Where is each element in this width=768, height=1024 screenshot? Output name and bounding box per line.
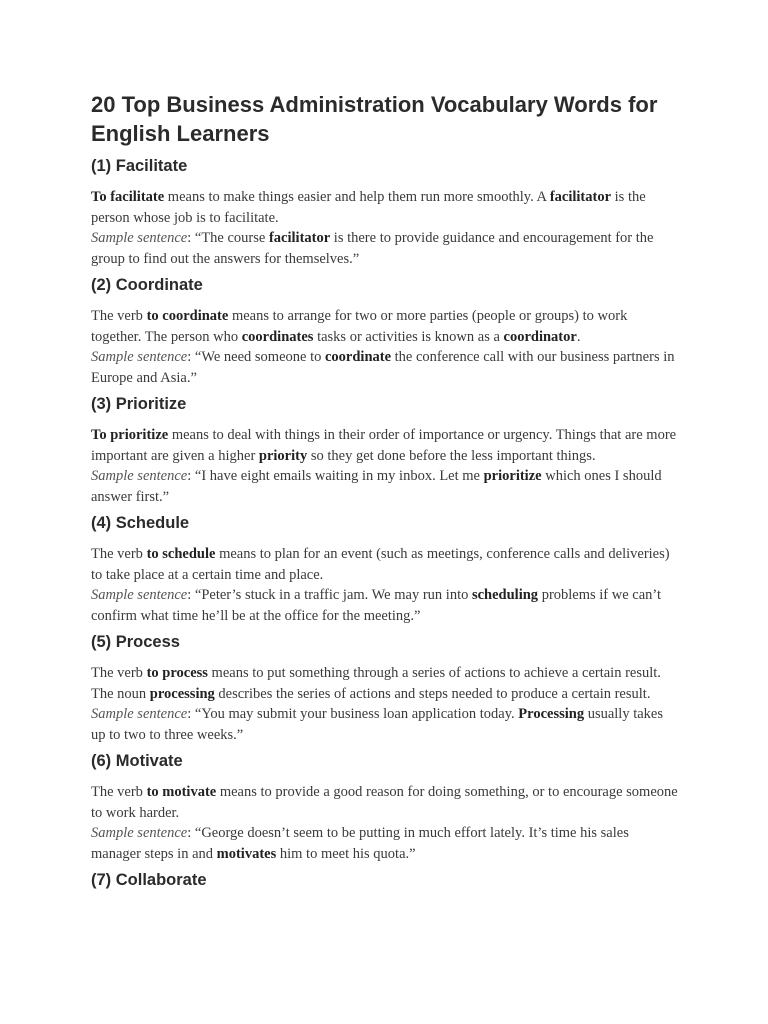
section-heading: (5) Process bbox=[91, 633, 180, 651]
vocab-section bbox=[91, 749, 768, 864]
vocab-section bbox=[91, 273, 768, 388]
sample-label: Sample sentence bbox=[91, 468, 188, 484]
sample-sentence bbox=[91, 704, 681, 745]
vocab-term: prioritize bbox=[483, 468, 542, 484]
text-run: : “We need someone to bbox=[187, 349, 325, 365]
page-title: 20 Top Business Administration Vocabulary Words for English Learners bbox=[91, 92, 658, 146]
text-run: means to provide a good reason for doing something, or to encourage someone to work harder. bbox=[91, 784, 678, 821]
vocab-term: processing bbox=[149, 685, 215, 702]
definition-paragraph bbox=[91, 187, 681, 228]
text-run: . bbox=[576, 328, 581, 345]
definition-paragraph bbox=[91, 782, 681, 823]
vocab-term: coordinator bbox=[503, 328, 577, 345]
vocab-term: to schedule bbox=[146, 546, 216, 562]
text-run: The verb bbox=[91, 784, 147, 800]
vocab-term: scheduling bbox=[471, 587, 539, 603]
text-run: : “You may submit your business loan application today. bbox=[187, 706, 519, 722]
vocab-term: to coordinate bbox=[146, 308, 229, 324]
vocab-section bbox=[91, 511, 768, 626]
text-run: usually takes up to two to three weeks.” bbox=[91, 706, 664, 743]
sample-label: Sample sentence bbox=[91, 349, 188, 365]
vocab-term: priority bbox=[258, 447, 308, 464]
text-run: problems if we can’t confirm what time he’ll be at the office for the meeting.” bbox=[91, 587, 662, 624]
section-heading: (3) Prioritize bbox=[91, 395, 187, 413]
vocab-term: coordinates bbox=[241, 328, 314, 345]
sample-sentence bbox=[91, 585, 681, 626]
section-heading: (2) Coordinate bbox=[91, 276, 203, 294]
vocab-term: Processing bbox=[518, 706, 585, 722]
sample-label: Sample sentence bbox=[91, 587, 188, 603]
vocab-section bbox=[91, 154, 768, 269]
vocab-term: facilitator bbox=[268, 230, 331, 246]
sample-label: Sample sentence bbox=[91, 706, 188, 722]
text-run: means to make things easier and help them run more smoothly. A bbox=[164, 189, 550, 205]
vocab-section bbox=[91, 868, 768, 892]
text-run: means to put something through a series of actions to achieve a certain result. The noun bbox=[91, 665, 661, 702]
definition-paragraph bbox=[91, 663, 681, 704]
section-heading: (1) Facilitate bbox=[91, 157, 188, 175]
vocab-section bbox=[91, 392, 768, 507]
section-heading: (7) Collaborate bbox=[91, 871, 207, 889]
sample-sentence bbox=[91, 347, 681, 388]
text-run: The verb bbox=[91, 665, 147, 681]
vocab-term: coordinate bbox=[324, 349, 392, 365]
text-run: The verb bbox=[91, 546, 147, 562]
vocab-section bbox=[91, 630, 768, 745]
text-run: : “Peter’s stuck in a traffic jam. We may run into bbox=[187, 587, 472, 603]
text-run: which ones I should answer first.” bbox=[91, 468, 662, 505]
text-run: : “I have eight emails waiting in my inbox. Let me bbox=[187, 468, 484, 484]
text-run: so they get done before the less important things. bbox=[307, 447, 596, 464]
text-run: means to arrange for two or more parties (people or groups) to work together. The person who bbox=[91, 308, 628, 345]
section-heading: (6) Motivate bbox=[91, 752, 183, 770]
vocab-term: facilitator bbox=[549, 189, 612, 205]
text-run: : “George doesn’t seem to be putting in much effort lately. It’s time his sales manager steps in and bbox=[91, 825, 629, 862]
text-run: tasks or activities is known as a bbox=[313, 328, 504, 345]
text-run: him to meet his quota.” bbox=[276, 845, 416, 862]
text-run: is there to provide guidance and encouragement for the group to find out the answers for themselves.” bbox=[91, 230, 654, 267]
text-run: the conference call with our business partners in Europe and Asia.” bbox=[91, 349, 675, 386]
section-heading: (4) Schedule bbox=[91, 514, 190, 532]
sample-sentence bbox=[91, 466, 681, 507]
vocab-term: to process bbox=[146, 665, 208, 681]
definition-paragraph bbox=[91, 306, 681, 347]
definition-paragraph bbox=[91, 544, 681, 585]
vocab-term: to motivate bbox=[146, 784, 217, 800]
text-run: The verb bbox=[91, 308, 147, 324]
vocab-term: motivates bbox=[216, 845, 277, 862]
vocabulary-list bbox=[91, 154, 768, 892]
text-run: means to deal with things in their order of importance or urgency. Things that are more important are given a higher bbox=[91, 427, 677, 464]
sample-label: Sample sentence bbox=[91, 825, 188, 841]
text-run: describes the series of actions and steps needed to produce a certain result. bbox=[214, 685, 651, 702]
text-run: is the person whose job is to facilitate. bbox=[91, 189, 646, 226]
text-run: : “The course bbox=[187, 230, 269, 246]
text-run: means to plan for an event (such as meetings, conference calls and deliveries) to take place at a certain time and place. bbox=[91, 546, 670, 583]
definition-paragraph bbox=[91, 425, 681, 466]
sample-label: Sample sentence bbox=[91, 230, 188, 246]
sample-sentence bbox=[91, 228, 681, 269]
vocab-term: To facilitate bbox=[91, 189, 165, 205]
sample-sentence bbox=[91, 823, 681, 864]
vocab-term: To prioritize bbox=[91, 427, 169, 443]
